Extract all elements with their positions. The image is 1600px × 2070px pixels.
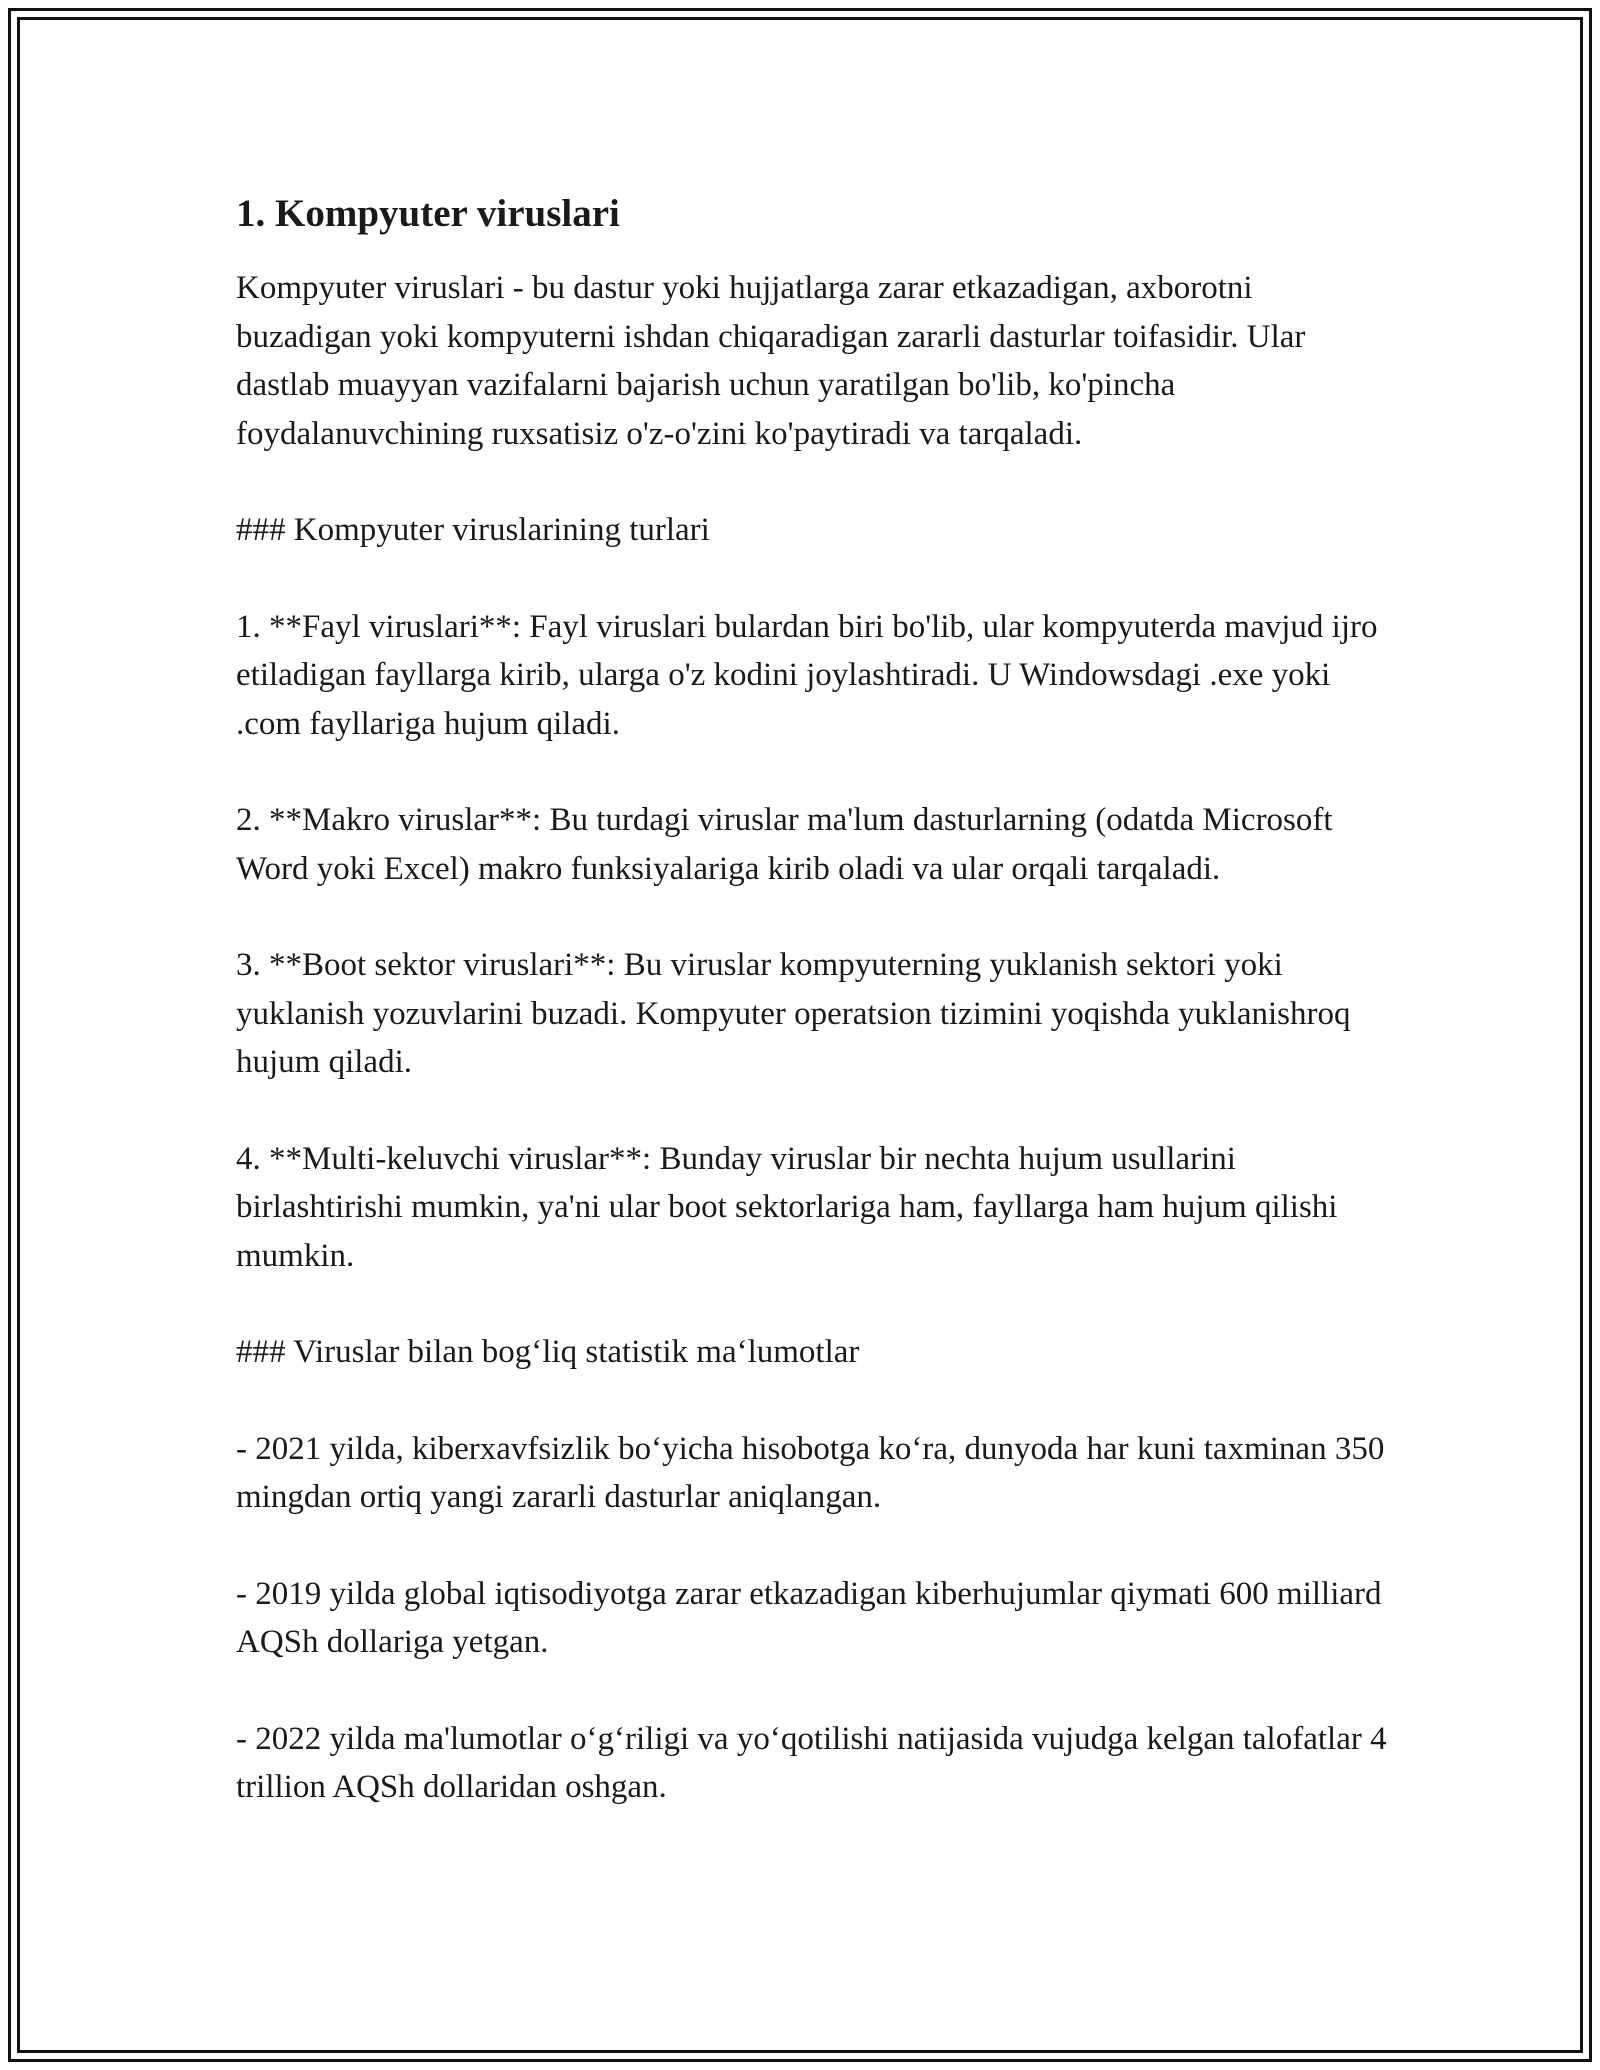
list-item-macro-viruses: 2. **Makro viruslar**: Bu turdagi viruslar ma'lum dasturlarning (odatda Microsoft Word yoki Excel) makro funksiyalariga kirib oladi va ular orqali tarqaladi. bbox=[236, 802, 1333, 887]
document-body bbox=[236, 186, 1396, 1860]
stat-item-2021: - 2021 yilda, kiberxavfsizlik bo‘yicha hisobotga ko‘ra, dunyoda har kuni taxminan 350 mingdan ortiq yangi zararli dasturlar aniqlangan. bbox=[236, 1430, 1385, 1515]
list-item-multipartite-viruses: 4. **Multi-keluvchi viruslar**: Bunday viruslar bir nechta hujum usullarini birlashtirishi mumkin, ya'ni ular boot sektorlariga ham, fayllarga ham hujum qilishi mumkin. bbox=[236, 1140, 1338, 1274]
list-item-boot-sector-viruses: 3. **Boot sektor viruslari**: Bu viruslar kompyuterning yuklanish sektori yoki yuklanish yozuvlarini buzadi. Kompyuter operatsion tizimini yoqishda yuklanishroq hujum qiladi. bbox=[236, 947, 1351, 1080]
stat-item-2019: - 2019 yilda global iqtisodiyotga zarar etkazadigan kiberhujumlar qiymati 600 milliard AQSh dollariga yetgan. bbox=[236, 1575, 1382, 1660]
section-heading-virus-types: ### Kompyuter viruslarining turlari bbox=[236, 512, 710, 548]
list-item-file-viruses: 1. **Fayl viruslari**: Fayl viruslari bulardan biri bo'lib, ular kompyuterda mavjud ijro etiladigan fayllarga kirib, ularga o'z kodini joylashtiradi. U Windowsdagi .exe yoki .com fayllariga hujum qiladi. bbox=[236, 608, 1378, 742]
document-title: 1. Kompyuter viruslari bbox=[236, 192, 620, 235]
stat-item-2022: - 2022 yilda ma'lumotlar o‘g‘riligi va yo‘qotilishi natijasida vujudga kelgan talofatlar 4 trillion AQSh dollaridan oshgan. bbox=[236, 1720, 1387, 1805]
intro-paragraph: Kompyuter viruslari - bu dastur yoki hujjatlarga zarar etkazadigan, axborotni buzadigan yoki kompyuterni ishdan chiqaradigan zararli dasturlar toifasidir. Ular dastlab muayyan vazifalarni bajarish uchun yaratilgan bo'lib, ko'pincha foydalanuvchining ruxsatisiz o'z-o'zini ko'paytiradi va tarqaladi. bbox=[236, 270, 1306, 452]
section-heading-statistics: ### Viruslar bilan bog‘liq statistik ma‘lumotlar bbox=[236, 1334, 860, 1370]
